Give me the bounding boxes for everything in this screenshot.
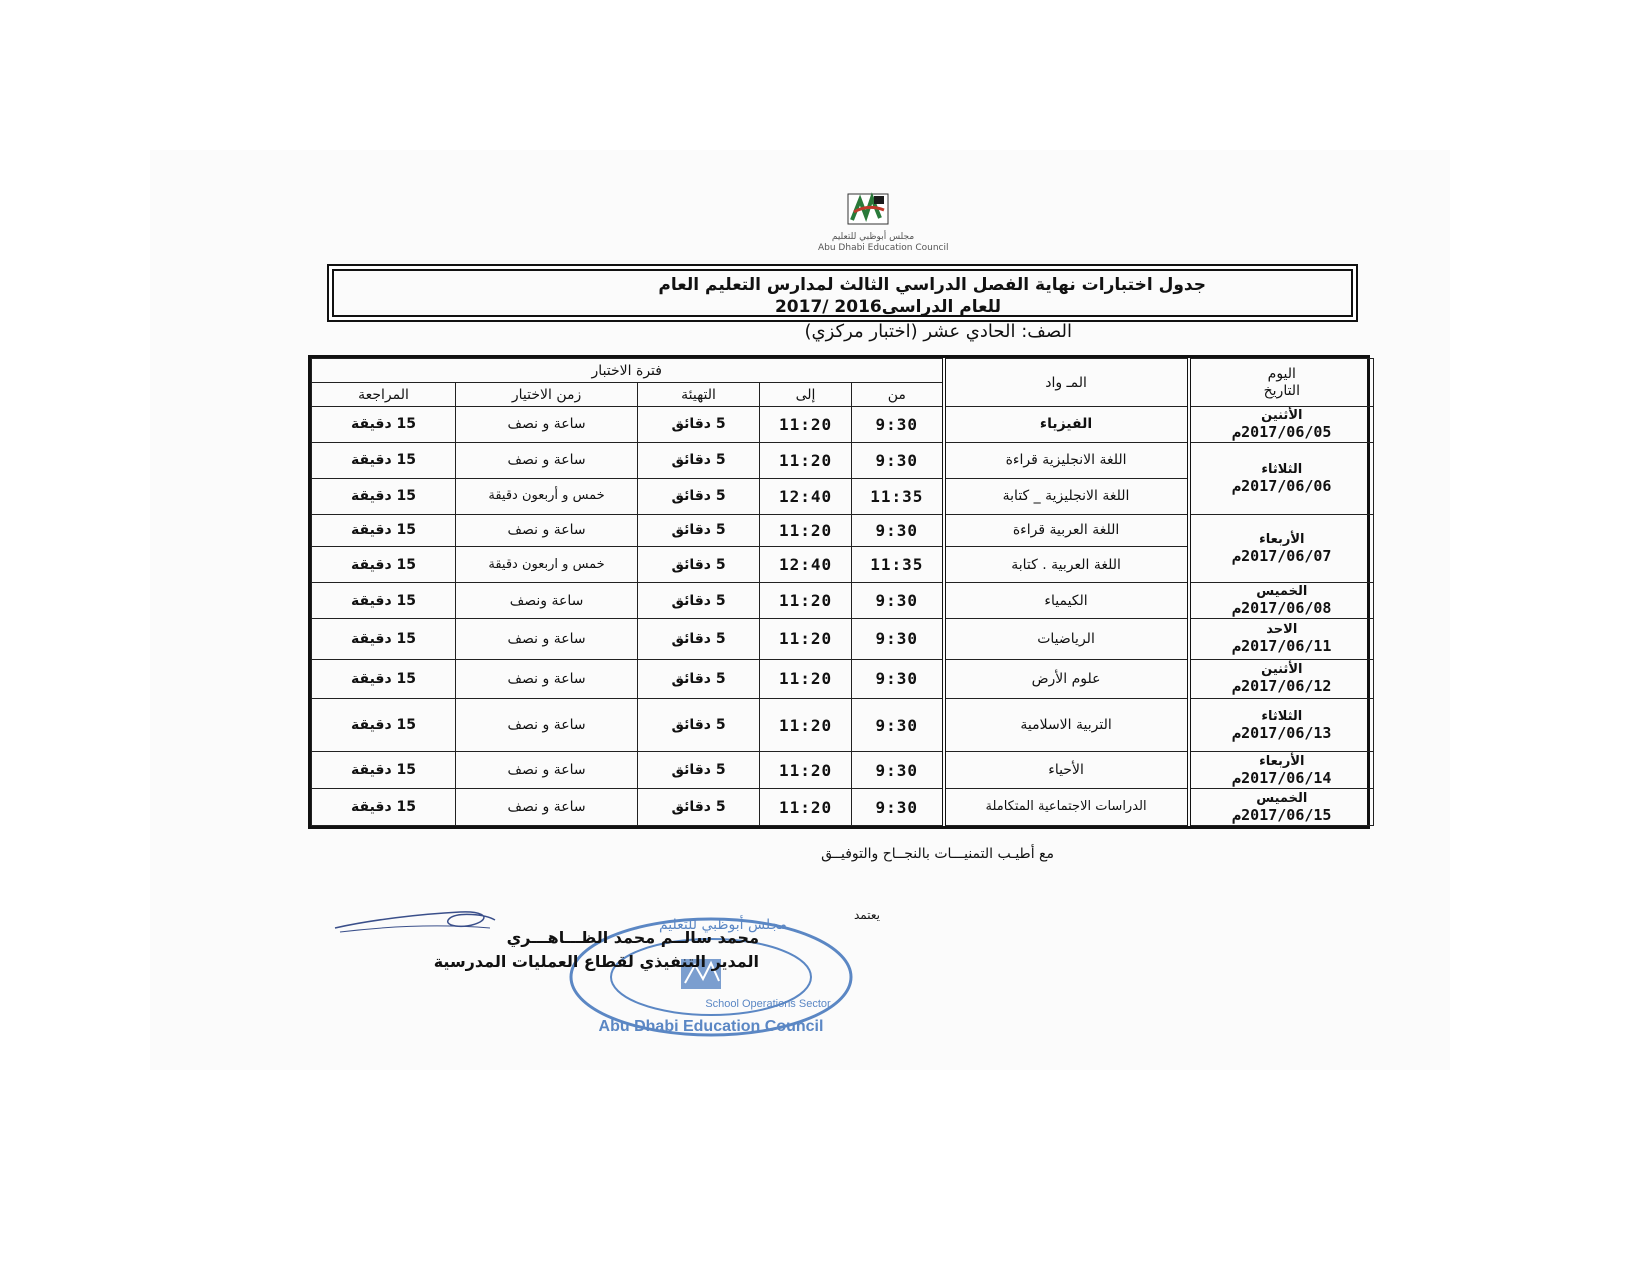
header-subject: المـ واد [944,359,1189,407]
prep-cell: 5 دقائق [638,514,760,547]
date: 2017/06/15م [1232,805,1332,824]
review-cell: 15 دقيقة [312,698,456,751]
handwritten-signature [330,900,500,940]
header-day-date [1189,359,1374,407]
from-cell: 9:30 [852,407,944,443]
to-cell: 12:40 [760,478,852,514]
prep-cell: 5 دقائق [638,752,760,789]
to-cell: 12:40 [760,547,852,583]
header-to: إلى [760,383,852,407]
from-cell: 9:30 [852,583,944,619]
signatory-name: محمد سالــم محمد الظـــاهـــري [506,928,759,947]
review-cell: 15 دقيقة [312,547,456,583]
prep-cell: 5 دقائق [638,659,760,698]
review-cell: 15 دقيقة [312,659,456,698]
to-cell: 11:20 [760,442,852,478]
prep-cell: 5 دقائق [638,789,760,826]
prep-cell: 5 دقائق [638,442,760,478]
table-row [312,789,1374,826]
day-date-cell [1189,407,1374,443]
stamp-org-ar: مجلس أبوظبي للتعليم [658,917,788,933]
review-cell: 15 دقيقة [312,583,456,619]
subject-cell: اللغة الانجليزية _ كتابة [944,478,1189,514]
table-row [312,407,1374,443]
from-cell: 9:30 [852,619,944,660]
date: 2017/06/13م [1232,723,1332,742]
day-name: الأربعاء [1259,753,1305,769]
day-name: الخميس [1256,790,1308,806]
prep-cell: 5 دقائق [638,619,760,660]
date: 2017/06/12م [1232,677,1332,696]
day-date-cell [1189,789,1374,826]
subject-cell: التربية الاسلامية [944,698,1189,751]
from-cell: 9:30 [852,752,944,789]
to-cell: 11:20 [760,514,852,547]
table-row [312,752,1374,789]
day-date-cell [1189,752,1374,789]
header-date: التاريخ [1263,382,1300,399]
to-cell: 11:20 [760,752,852,789]
to-cell: 11:20 [760,583,852,619]
prep-cell: 5 دقائق [638,407,760,443]
duration-cell: ساعة و نصف [456,659,638,698]
duration-cell: خمس و أربعون دقيقة [456,478,638,514]
review-cell: 15 دقيقة [312,752,456,789]
date: 2017/06/05م [1232,422,1332,441]
duration-cell: ساعة و نصف [456,619,638,660]
from-cell: 9:30 [852,442,944,478]
official-stamp [563,907,863,1037]
approved-by-label: يعتمد [854,908,880,922]
prep-cell: 5 دقائق [638,698,760,751]
date: 2017/06/06م [1232,476,1332,495]
subject-cell: علوم الأرض [944,659,1189,698]
duration-cell: ساعة و نصف [456,442,638,478]
day-name: الاحد [1266,622,1298,638]
day-date-cell [1189,619,1374,660]
review-cell: 15 دقيقة [312,478,456,514]
header-period: فترة الاختبار [312,359,944,383]
day-name: الخميس [1256,584,1308,600]
day-name: الثلاثاء [1261,708,1303,724]
duration-cell: ساعة ونصف [456,583,638,619]
date: 2017/06/08م [1232,599,1332,618]
stamp-org-en: Abu Dhabi Education Council [598,1018,824,1035]
review-cell: 15 دقيقة [312,442,456,478]
date: 2017/06/14م [1232,768,1332,787]
duration-cell: ساعة و نصف [456,514,638,547]
table-row [312,698,1374,751]
subject-cell: الكيمياء [944,583,1189,619]
exam-schedule-table [308,355,1370,829]
review-cell: 15 دقيقة [312,789,456,826]
review-cell: 15 دقيقة [312,619,456,660]
signatory-title: المدير التنفيذي لقطاع العمليات المدرسية [433,952,759,971]
day-date-cell [1189,698,1374,751]
table-row [312,619,1374,660]
header-from: من [852,383,944,407]
review-cell: 15 دقيقة [312,514,456,547]
day-date-cell [1189,659,1374,698]
table-row [312,583,1374,619]
title-box [327,264,1358,322]
subject-cell: الرياضيات [944,619,1189,660]
table-row [312,514,1374,547]
header-prep: التهيئة [638,383,760,407]
prep-cell: 5 دقائق [638,583,760,619]
subject-cell: الأحياء [944,752,1189,789]
day-date-cell [1189,583,1374,619]
duration-cell: ساعة و نصف [456,407,638,443]
table-row [312,442,1374,478]
adec-emblem-icon [844,190,892,230]
academic-year: للعام الدراسي2016 /2017 [774,297,1001,317]
stamp-sector-en: School Operations Sector [705,998,831,1010]
date: 2017/06/11م [1232,637,1332,656]
review-cell: 15 دقيقة [312,407,456,443]
adec-logo [818,190,949,260]
to-cell: 11:20 [760,698,852,751]
duration-cell: خمس و اربعون دقيقة [456,547,638,583]
day-date-cell [1189,514,1374,583]
subject-cell: الدراسات الاجتماعية المتكاملة [944,789,1189,826]
header-duration: زمن الاختيار [456,383,638,407]
subject-cell: اللغة العربية . كتابة [944,547,1189,583]
to-cell: 11:20 [760,659,852,698]
subject-cell: اللغة الانجليزية قراءة [944,442,1189,478]
header-review: المراجعة [312,383,456,407]
from-cell: 11:35 [852,478,944,514]
day-date-cell [1189,442,1374,514]
grade-label: الصف: الحادي عشر (اختبار مركزي) [804,321,1072,342]
closing-wishes: مع أطيـب التمنيـــات بالنجــاح والتوفيــق [821,846,1054,862]
prep-cell: 5 دقائق [638,478,760,514]
subject-cell: اللغة العربية قراءة [944,514,1189,547]
prep-cell: 5 دقائق [638,547,760,583]
document-title: جدول اختبارات نهاية الفصل الدراسي الثالث لمدارس التعليم العام [658,275,1206,295]
duration-cell: ساعة و نصف [456,752,638,789]
duration-cell: ساعة و نصف [456,789,638,826]
day-name: الأربعاء [1259,531,1305,547]
from-cell: 11:35 [852,547,944,583]
org-name-english: Abu Dhabi Education Council [818,243,949,253]
to-cell: 11:20 [760,619,852,660]
table-row [312,659,1374,698]
date: 2017/06/07م [1232,546,1332,565]
from-cell: 9:30 [852,659,944,698]
org-name-arabic: مجلس أبوظبي للتعليم [831,232,915,242]
day-name: الأثنين [1261,407,1303,423]
day-name: الثلاثاء [1261,461,1303,477]
day-name: الأثنين [1261,662,1303,678]
from-cell: 9:30 [852,514,944,547]
header-day: اليوم [1267,365,1296,382]
subject-cell: الفيزياء [944,407,1189,443]
to-cell: 11:20 [760,407,852,443]
duration-cell: ساعة و نصف [456,698,638,751]
from-cell: 9:30 [852,698,944,751]
from-cell: 9:30 [852,789,944,826]
to-cell: 11:20 [760,789,852,826]
